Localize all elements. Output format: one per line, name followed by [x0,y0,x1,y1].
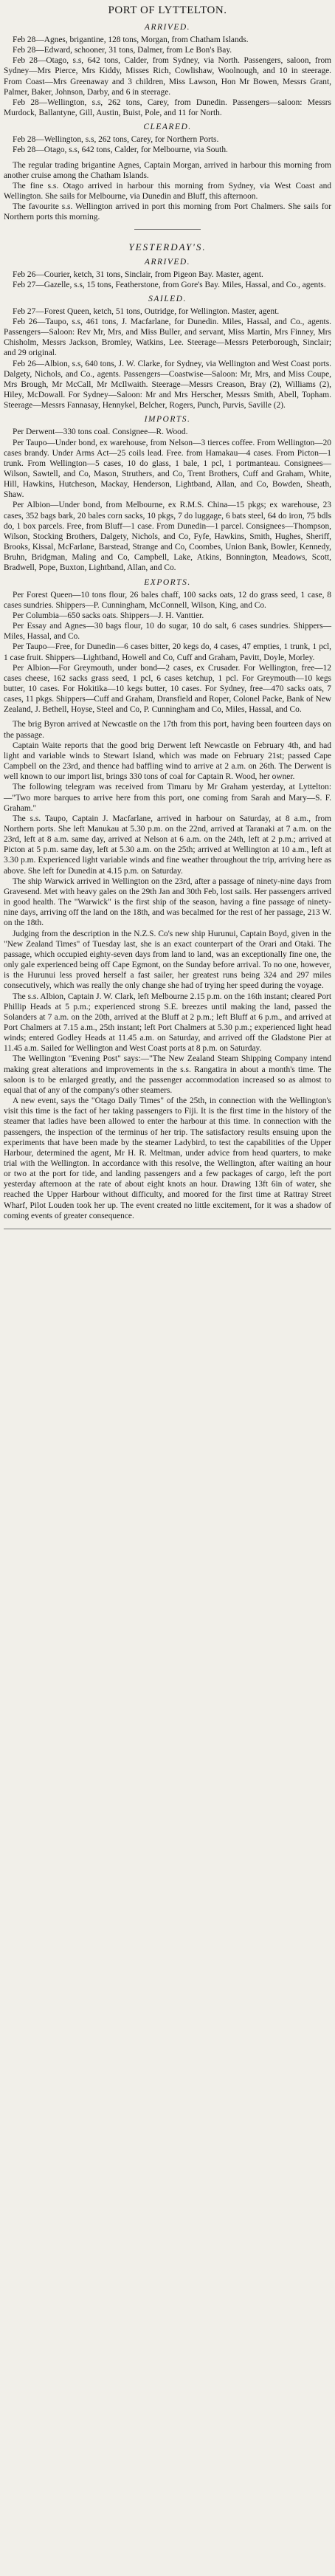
import-entry: Per Albion—Under bond, from Melbourne, ex R.M.S. China—15 pkgs; ex warehouse, 23 cases, 352 bags bark, 20 bales corn sacks, 10 pkgs, 7 do luggage, 6 bats steel, 64 do iron, 75 bdls do, 1 box parcels. Free, from Bluff—1 case. From Dunedin—1 parcel. Consignees—Thompson, Wilson, Stocking Brothers, Dalgety, Nichols, and Co, Fyfe, Hawkins, Smith, Hughes, Sheriff, Brooks, Kissal, McFarlane, Barstead, Strange and Co, Coombes, Union Bank, Bowler, Kennedy, Bruhn, Bridgman, Maling and Co, Campbell, Lake, Atkins, Bonnington, Meadows, Scott, Bradwell, Pope, Buxton, Lightband, Allan, and Co. [4,501,331,573]
arrived-heading: ARRIVED. [144,257,191,267]
cleared-entry: Feb 28—Otago, s.s, 642 tons, Calder, for Melbourne, via South. [13,145,228,155]
import-entry: Per Taupo—Under bond, ex warehouse, from Nelson—3 tierces coffee. From Wellington—20 cases brandy. Under Arms Act—25 coils lead. Free. from Hamakau—4 cases. From Picton—1 trunk. From Wellington—5 cases, 10 do glass, 1 bale, 1 pcl, 1 portmanteau. Consignees—Wilson, Sawtell, and Co, Mason, Struthers, and Co, Trent Brothers, Cuff and Graham, White, Hill, Hawkins, Hutcheson, Mackay, Henderson, Lightband, Allan, and Co, Bowden, Sheath, Shaw. [4,438,331,500]
export-entry: Per Taupo—Free, for Dunedin—6 cases bitter, 20 kegs do, 4 cases, 47 empties, 1 trunk, 1 pcl, 1 case fruit. Shippers—Lightband, Howell and Co, Cuff and Graham, Pavitt, Doyle, Morley. [4,642,331,662]
export-entry: Per Columbia—650 sacks oats. Shippers—J. H. Vanttier. [13,611,204,620]
shipping-note: The following telegram was received from Timaru by Mr Graham yesterday, at Lyttelton:—"Two more barques to arrive here from this port, one coming from Sarah and Mary—S. F. Graham." [4,783,331,813]
sailed-entry: Feb 27—Forest Queen, ketch, 51 tons, Outridge, for Wellington. Master, agent. [13,306,280,316]
cleared-entry: Feb 28—Wellington, s.s, 262 tons, Carey, for Northern Ports. [13,135,219,145]
imports-heading: IMPORTS. [144,415,191,425]
export-entry: Per Albion—For Greymouth, under bond—2 cases, ex Crusader. For Wellington, free—12 cases cheese, 162 sacks grass seed, 1 pcl, 6 cases ketchup, 1 pcl. For Greymouth—10 kegs butter, 10 cases. For Hokitika—10 kegs butter, 10 cases. For Sydney, free—470 sacks oats, 7 cases, 11 pkgs. Shippers—Cuff and Graham, Dransfield and Roper, Colonel Packe, Bank of New Zealand, J. Bethell, Hoyse, Steel and Co, P. Cunningham and Co, Miles, Hassal, and Co. [4,663,331,715]
shipping-note: The s.s. Albion, Captain J. W. Clark, left Melbourne 2.15 p.m. on the 16th instant; cleared Port Phillip Heads at 5 p.m.; experienced strong S.E. breezes until making the land, passed the Solanders at 7 a.m. on the 20th, arrived at the Bluff at 2 p.m.; left Bluff at 6 p.m., and arrived at Port Chalmers at 7.15 a.m., 25th instant; left Port Chalmers at 5.30 p.m.; experienced light head winds; entered Godley Heads at 11.45 a.m. on Saturday, and arrived off the Gladstone Pier at 11.45 a.m. Sailed for Wellington and West Coast ports at 8 p.m. on Saturday. [4,992,331,1054]
sailed-entry: Feb 26—Albion, s.s, 640 tons, J. W. Clarke, for Sydney, via Wellington and West Coast ports. Dalgety, Nichols, and Co., agents. Passengers—Coastwise—Saloon: Mr, Mrs, and Miss Coupe, Mrs Brough, Mr McCall, Mr McIlwaith. Steerage—Messrs Creason, Bray (2), Williams (2), Hiley, McDowall. For Sydney—Saloon: Mr and Mrs Herscher, Messrs Smith, Abell, Topham. Steerage—Messrs Fannasay, Hennykel, Belcher, Rogers, Punch, Purvis, Saville (2). [4,359,331,411]
shipping-note: A new event, says the "Otago Daily Times" of the 25th, in connection with the Wellington's visit this time is the fact of her taking passengers to Fiji. It is the first time in the history of the steamer that ladies have been allowed to enter the harbour at this time. In connection with the passengers, the inspection of the terminus of her trip. The satisfactory results ensuing upon the experiments that have been made by the steamer Ladybird, to test the capabilities of the Upper Harbour, determined the agent, Mr H. R. Meltman, under advice from head quarters, to make trial with the Wellington. In accordance with this resolve, the Wellington, after waiting an hour or two at the port for tide, and landing passengers and a few packages of cargo, left the port yesterday afternoon at the rate of about eight knots an hour. Drawing 13ft 6in of water, she reached the Upper Harbour without difficulty, and moored for the first time at Rattray Street Wharf, Pilot Louden took her up. The event created no little excitement, for it was a shadow of coming events of greater consequence. [4,1096,331,1220]
cleared-heading: CLEARED. [143,123,192,132]
sailed-entry: Feb 26—Taupo, s.s, 461 tons, J. Macfarlane, for Dunedin. Miles, Hassal, and Co., agents. Passengers—Saloon: Rev Mr, Mrs, and Miss Buller, and servant, Miss Martin, Mrs Finney, Mrs Chisholm, Messrs Jackson, Bromley, Watkins, Lee. Steerage—Messrs Peterborough, Sinclair; and 29 original. [4,317,331,358]
sailed-heading: SAILED. [148,294,187,303]
arrival-entry: Feb 27—Gazelle, s.s, 15 tons, Featherstone, from Gore's Bay. Miles, Hassal, and Co., agents. [13,280,326,289]
shipping-note: The fine s.s. Otago arrived in harbour this morning from Sydney, via West Coast and Wellington. She sails for Melbourne, via Dunedin and Bluff, this afternoon. [4,181,331,202]
arrival-entry: Feb 28—Agnes, brigantine, 128 tons, Morgan, from Chatham Islands. [13,35,249,44]
section-divider [134,229,201,230]
shipping-note: The Wellington "Evening Post" says:—"The New Zealand Steam Shipping Company intend making great alterations and improvements in the s.s. Rangatira in about a month's time. The saloon is to be enlarged greatly, and the passenger accommodation increased so as almost to equal that of any of the company's other steamers. [4,1054,331,1095]
shipping-note: Judging from the description in the N.Z.S. Co's new ship Hurunui, Captain Boyd, given in the "New Zealand Times" of Tuesday last, she is an exact counterpart of the Orari and Otaki. The passage, which occupied eighty-seven days from land to land, was an exceptionally fine one, the only gale experienced being off Cape Egmont, on the Sunday before arrival. To no one, however, is the Hurunui less proved herself a fast sailer, her greatest runs being 324 and 297 miles consecutively, which was really the only change she had of trying her speed during the voyage. [4,929,331,991]
section-title: YESTERDAY'S. [128,241,207,253]
export-entry: Per Essay and Agnes—30 bags flour, 10 do sugar, 10 do salt, 6 cases sundries. Shippers—Miles, Hassal, and Co. [4,622,331,642]
shipping-note: The s.s. Taupo, Captain J. Macfarlane, arrived in harbour on Saturday, at 8 a.m., from Northern ports. She left Manukau at 5.30 p.m. on the 22nd, arrived at Taranaki at 7 a.m. on the 23rd, left at 8 a.m. same day, arrived at Nelson at 6 a.m. on the 24th, left at 2 p.m.; arrived at Picton at 5 p.m. same day, left at 5.30 a.m. on the 25th; arrived at Wellington at 10 a.m., left at 3.30 p.m. Experienced light variable winds and fine weather throughout the trip, arriving here as above. She left for Dunedin at 4.15 p.m. on Saturday. [4,814,331,876]
shipping-note: The regular trading brigantine Agnes, Captain Morgan, arrived in harbour this morning from another cruise among the Chatham Islands. [4,160,331,180]
export-entry: Per Forest Queen—10 tons flour, 26 bales chaff, 100 sacks oats, 12 do grass seed, 1 case, 8 cases sundries. Shippers—P. Cunningham, McConnell, Wilson, King, and Co. [4,590,331,610]
exports-heading: EXPORTS. [144,577,191,587]
arrival-entry: Feb 28—Wellington, s.s, 262 tons, Carey, from Dunedin. Passengers—saloon: Messrs Murdock, Ballantyne, Gill, Austin, Buist, Pole, and 11 for North. [4,97,331,118]
shipping-note: The brig Byron arrived at Newcastle on the 17th from this port, having been fourteen days on the passage. [4,720,331,740]
shipping-note: Captain Waite reports that the good brig Derwent left Newcastle on February 4th, and had light and variable winds to Stewart Island, which was made on February 21st; passed Cape Campbell on the 23rd, and thence had baffling wind to arrive at 2 a.m. on 26th. The Derwent is well known to our import list, brings 330 tons of coal for Captain R. Wood, her owner. [4,741,331,782]
page-title: PORT OF LYTTELTON. [108,4,227,16]
arrived-heading: ARRIVED. [144,23,191,32]
shipping-note: The ship Warwick arrived in Wellington on the 23rd, after a passage of ninety-nine days from Gravesend. Met with heavy gales on the 29th Jan and 30th Feb, lost sails. Her passengers arrived in good health. The "Warwick" is the first ship of the season, having a fine passage of ninety-nine days, arriving off the land on the 18th, and was becalmed for the rest of her passage, 213 W. on the 18th. [4,876,331,928]
shipping-note: The favourite s.s. Wellington arrived in port this morning from Port Chalmers. She sails for Northern ports this morning. [4,202,331,222]
import-entry: Per Derwent—330 tons coal. Consignee—R. Wood. [13,427,188,437]
arrival-entry: Feb 26—Courier, ketch, 31 tons, Sinclair, from Pigeon Bay. Master, agent. [13,269,263,279]
arrival-entry: Feb 28—Otago, s.s, 642 tons, Calder, from Sydney, via North. Passengers, saloon, from Sydney—Mrs Pierce, Mrs Kiddy, Misses Rich, Cowlishaw, Woolnough, and 10 in steerage. From Coast—Mrs Greenaway and 3 children, Miss Lawson, Hon Mr Bowen, Messrs Grant, Palmer, Baker, Johnson, Darby, and 6 in steerage. [4,56,331,97]
arrival-entry: Feb 28—Edward, schooner, 31 tons, Dalmer, from Le Bon's Bay. [13,46,232,55]
